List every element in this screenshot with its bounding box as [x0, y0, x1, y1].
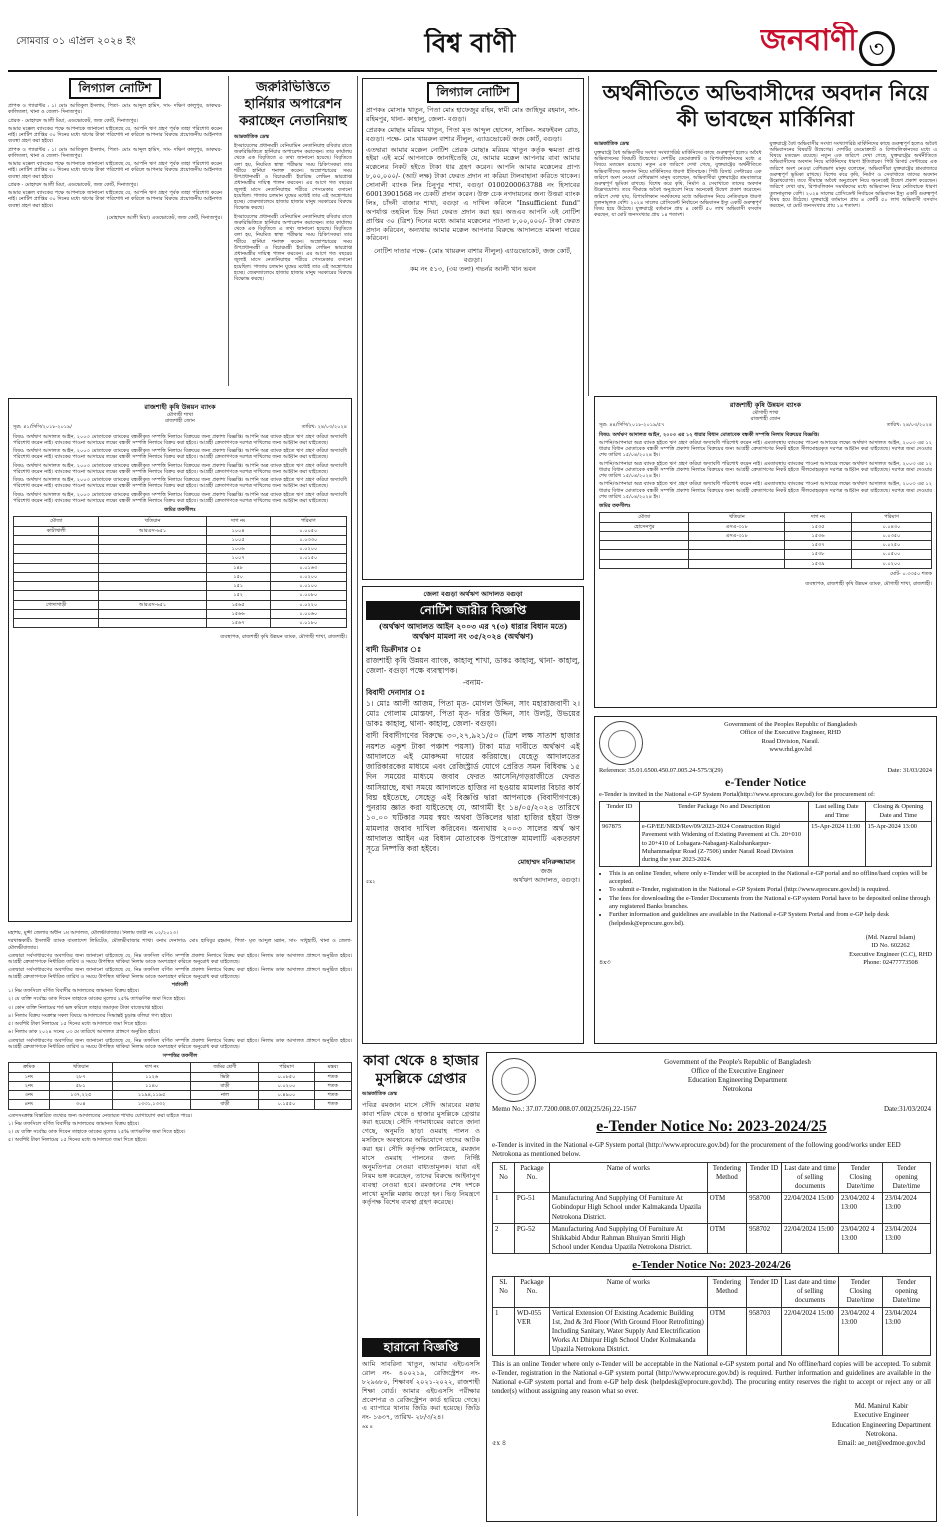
table-header: Tender Package No and Description: [639, 802, 808, 822]
table-row: ১০০৫ ০.০৩৩০: [14, 535, 347, 544]
table-row: এসএ-৩১৮ ১৫৩৬ ০.০৩৫০: [600, 531, 932, 540]
table-header: খতিয়ান: [99, 517, 206, 526]
table-row: ১৫২ ০.০০৮০: [14, 591, 347, 600]
column-divider: [588, 76, 589, 396]
table-header: Tender ID: [600, 802, 640, 822]
notice-body: বিষয়: অর্থঋণ আদালত আইন, ২০০৩ মোতাবেক ব্যাংকের বন্ধকীকৃত সম্পত্তি নিলামে বিক্রয়ের জন্য প্রকাশ্য বিজ্ঞপ্তি। আপনি অত্র ব্যাংক হইতে ঋণ গ্রহণ করিয়া অদ্যাবধি পরিশোধ করেন নাই। ব্যাংকের পাওনা আদায়ের লক্ষ্যে বন্ধকী সম্পত্তি নিলামে বিক্রয় করা হইবে। আগ্রহী ক্রেতাগণকে দরপত্র দাখিলের জন্য আহ্বান করা যাইতেছে।: [13, 491, 347, 504]
signer-court: অর্থঋণ আদালত, বগুড়া।: [512, 876, 580, 885]
table-header: Last date and time of selling documents: [782, 1277, 839, 1307]
table-header: Closing & Opening Date and Time: [865, 802, 931, 822]
property-schedule-table: [8, 1062, 352, 1109]
signer-id: ID No. 602262: [871, 942, 910, 950]
table-row: 1 PG-51 Manufacturing And Supplying Of Furniture At Gobindopur High School under Kalmakanda Upazila Netrokona District. OTM 958700 22/04/2024 15:00 23/04/202 4 13:00 23/04/2024 13:00: [493, 1193, 931, 1223]
notice-code: কম নং ৫১৩, (৩য় তলা) গভর্নর আলী খান ভবন: [410, 265, 536, 274]
condition-item: ২। যে ব্যক্তি সর্বোচ্চ ডাক দিবেন তাহাকে ডাকের মূল্যের ২৫% তাৎক্ষণিক জমা দিতে হইবে।: [8, 1129, 186, 1135]
notice-date: তারিখ: ২৪/০৩/২০২৪: [301, 424, 347, 431]
bank-zone: রাজশাহী জোন: [165, 418, 195, 425]
tender-condition: • Further information and guidelines are available in the National e-GP System Portal and from e-GP help desk (helpdesk@eprocure.gov.bd).: [609, 911, 932, 928]
notice-body: বিষয়: অর্থঋণ আদালত আইন, ২০০৩ মোতাবেক ব্যাংকের বন্ধকীকৃত সম্পত্তি নিলামে বিক্রয়ের জন্য প্রকাশ্য বিজ্ঞপ্তি। আপনি অত্র ব্যাংক হইতে ঋণ গ্রহণ করিয়া অদ্যাবধি পরিশোধ করেন নাই। ব্যাংকের পাওনা আদায়ের লক্ষ্যে বন্ধকী সম্পত্তি নিলামে বিক্রয় করা হইবে। আগ্রহী ক্রেতাগণকে দরপত্র দাখিলের জন্য আহ্বান করা যাইতেছে।: [13, 448, 347, 461]
office-name: Office of the Executive Engineer: [691, 1067, 784, 1076]
notice-sender: প্রেরকঃ মোছাঃ মরিয়ম খাতুন, পিতা মৃত আব্দুল হোসেন, সাকিন- সরফইবল রোড, বগুড়া। পক্ষে- মোঃ খায়রুল বাশার নীলুল, এ্যাডভোকেট জজ কোর্ট, বগুড়া।: [366, 125, 580, 143]
notice-date: তারিখ: ২৪/০৩/২০২৪: [886, 422, 932, 429]
table-header: Tendering Method: [707, 1277, 746, 1307]
gov-name: Government of the People's Republic of Bangladesh: [664, 1058, 811, 1066]
notice-subject: বিষয়: অর্থঋণ আদালত আইন, ২০০৩ এর ১২ ধারার বিধান মোতাবেক বন্ধকী সম্পত্তি নিলাম বিক্রয়ের বিজ্ঞপ্তি।: [599, 431, 820, 438]
table-row: ১৫১ ০.০১০০: [14, 582, 347, 591]
land-schedule-table: [599, 512, 932, 569]
condition-item: ১। নিম্ন তফসিলে বর্ণিত বিবাদীর আদালতের জামানত বিক্রয় হইবে।: [8, 988, 140, 994]
table-row: ১৫৩৯ ০.০২০০: [600, 559, 932, 568]
condition-item: ৬। নিলাম ডাক ২০২৪ সনের ০৩ মে তারিখে আদালত প্রাঙ্গণে অনুষ্ঠিত হইবে।: [8, 1029, 161, 1036]
table-row: ১৫৩৭ ০.০২৫০: [600, 541, 932, 550]
notice-ref: সূত্র: ৪১/সিসি/২০১৮-২০১৯/: [13, 424, 72, 431]
conditions-title: শর্তাবলী: [171, 981, 189, 988]
table-row: ১৫০ ০.০২০০: [14, 572, 347, 581]
etender-netrokona: [486, 1052, 937, 1522]
signer-district: Netrokona.: [865, 1429, 898, 1438]
tender-footer: This is an online Tender where only e-Tender will be acceptable in the National e-GP system portal and No offline/hard copies will be accepted. To submit e-Tender, registration in the National e-GP system portal (http://www.eprocure.gov.bd) is required. Further information and guidelines are available in the National e-GP system portal and from e-GP help desk (helpdesk@eprocure.gov.bd). The procuring entity reserves the right to accept or reject any or all tender(s) without assigning any reason what so ever.: [492, 1359, 931, 1396]
ad-size: ৫x২: [366, 878, 376, 885]
table-header: দাগ নং: [112, 1063, 191, 1072]
table-header: খতিয়ান: [689, 513, 785, 522]
signer-title: Executive Engineer (C.C), RHD: [849, 950, 932, 958]
newspaper-logo: [760, 22, 935, 66]
table-header: Last date and time of selling documents: [782, 1163, 839, 1193]
auction-intro: মহাশয়, মুন্সী জেলার অধীন ১ম আদালত, মৌলভীবাজার। নিলাম জারী নং ০২/২০২৩।: [8, 930, 178, 936]
table-header: SL No: [493, 1277, 515, 1307]
signer-name: (Md. Nazrul Islam): [865, 933, 916, 941]
article-kaba: [362, 1052, 480, 1332]
ad-size: ৫x ৪: [492, 1438, 507, 1447]
signer-title: Executive Engineer: [853, 1411, 909, 1420]
signer-name: মোহাম্মদ মনিরুজ্জামান: [517, 858, 576, 867]
memo-number: Memo No.: 37.07.7200.008.07.002(25/26).22-1567: [492, 1105, 637, 1113]
condition-item: ৫। অবশিষ্ট টাকা নিলামের ১৫ দিনের মধ্যে আদালতে জমা দিতে হইবে।: [8, 1137, 147, 1144]
notice-ref: সূত্র: ৪৪/সিসি/২০১৮-২০১৯/৫৭: [599, 422, 665, 429]
notice-subtitle: (অর্থঋণ আদালত আইন ২০০৩ এর ৭(৩) ধারার বিধান মতে): [378, 621, 568, 631]
table-header: Tender opening Date/time: [882, 1163, 930, 1193]
table-header: পরিমাণ: [259, 1063, 314, 1072]
gov-name: Government of the Peoples Republic of Bangladesh: [724, 721, 857, 728]
table-row: ২নং ৫৮১ ১১৪০ বাড়ী ০.০২০০ শতক: [9, 1081, 352, 1090]
table-header: Package No.: [514, 1277, 549, 1307]
notice-body: বিষয়: অর্থঋণ আদালত আইন, ২০০৩ মোতাবেক ব্যাংকের বন্ধকীকৃত সম্পত্তি নিলামে বিক্রয়ের জন্য প্রকাশ্য বিজ্ঞপ্তি। আপনি অত্র ব্যাংক হইতে ঋণ গ্রহণ করিয়া অদ্যাবধি পরিশোধ করেন নাই। ব্যাংকের পাওনা আদায়ের লক্ষ্যে বন্ধকী সম্পত্তি নিলামে বিক্রয় করা হইবে। আগ্রহী ক্রেতাগণকে দরপত্র দাখিলের জন্য আহ্বান করা যাইতেছে।: [13, 462, 347, 475]
notice-body: আমি সাবরিনা খাতুন, আমার এইচএসসি রোল নং- ৪০০২১৯, রেজিস্ট্রেশন নং- ৮২৯৬৮০, শিক্ষাবর্ষ ২০২১-২০২২, রাজশাহী শিক্ষা বোর্ড। আমার এইচএসসি পরীক্ষার প্রবেশপত্র ও রেজিস্ট্রেশন কার্ড হারিয়ে গেছে। এ ব্যাপারে থানায় জিডি করা হয়েছে। জিডি নং- ১৬৩৭, তারিখ- ২৮/৩/২৪।: [362, 1360, 480, 1422]
etender-narail: [594, 716, 937, 1044]
table-row: ১৫৬৬ ০.০০৬০: [14, 609, 347, 618]
auction-parties: দরখাস্তকারী: ইসলামী ব্যাংক বাংলাদেশ লিমিটেড, মৌলভীবাজার শাখা। বনাম দেনাদার: মোঃ হাবিবুর রহমান, পিতা- মৃত আব্দুল মন্নান, সাং- সাধুহাটি, থানা ও জেলা- মৌলভীবাজার।: [8, 938, 352, 951]
dept-name: Education Engineering Department: [687, 1076, 788, 1085]
schedule-title: জমির তফসীলঃ: [164, 507, 196, 514]
bank-notice-right: [594, 396, 937, 708]
auction-body: এতদ্বারা সর্বসাধারণের অবগতির জন্য জানানো যাইতেছে যে, নিম্ন তফসিল বর্ণিত সম্পত্তি প্রকাশ্য নিলামে বিক্রয় করা হইবে। নিলাম ডাক আদালত প্রাঙ্গণে অনুষ্ঠিত হইবে। আগ্রহী ক্রেতাগণকে নির্ধারিত তারিখ ও সময়ে উপস্থিত থাকিয়া নিলাম ডাকে অংশগ্রহণ করিতে অনুরোধ করা যাইতেছে।: [8, 952, 352, 965]
notice-body: আপনি/আপনারা অত্র ব্যাংক হইতে ঋণ গ্রহণ করিয়া অদ্যাবধি পরিশোধ করেন নাই। এমতাবস্থায় ব্যাংকের পাওনা আদায়ের লক্ষ্যে অর্থঋণ আদালত আইন, ২০০৩ এর ১২ ধারার বিধান মোতাবেক বন্ধকী সম্পত্তি প্রকাশ্য নিলামে বিক্রয়ের জন্য আগ্রহী ক্রেতাগণের নিকট হইতে সীলমোহরকৃত দরপত্র আহ্বান করা যাইতেছে। দরপত্র জমা দেওয়ার শেষ তারিখ ১৫/০৪/২০২৪ ইং।: [599, 439, 932, 459]
article-headline: অর্থনীতিতে অভিবাসীদের অবদান নিয়ে কী ভাবছেন মার্কিনিরা: [602, 80, 929, 132]
tender-condition: • This is an online Tender, where only e-Tender will be accepted in the National e-GP portal and no offline/hard copies will be accepted.: [609, 870, 932, 887]
table-row: ১৫৩৮ ০.০৫০০: [600, 550, 932, 559]
tender-table-2: [492, 1276, 931, 1356]
tender-condition: • The fees for downloading the e-Tender Documents from the National e-GP system Portal have to be deposited online through any registered Banks branches.: [609, 895, 932, 912]
signer-email: Email: ae_net@eedmoe.gov.bd: [837, 1438, 926, 1447]
court-name: জেলা বগুড়া অর্থঋণ আদালত বগুড়া: [423, 590, 523, 598]
article-body: যুক্তরাষ্ট্রে বৈধ অভিবাসীর সংখ্যা সংখ্যাগরিষ্ঠ মার্কিনিদের কাছে গুরুত্বপূর্ণ হলেও অবৈধ অভিবাসনের বিষয়টি উদ্বেগের। দেশটির ডেমোক্র্যাট ও রিপাবলিকানদের মধ্যে এ বিষয়ে মতভেদ রয়েছে। নতুন এক জরিপে দেখা গেছে, যুক্তরাষ্ট্রের অর্থনীতিতে অভিবাসীদের অবদান নিয়ে মার্কিনিদের ধারণা ইতিবাচক। পিউ রিসার্চ সেন্টারের এক জরিপে অংশ নেওয়া বেশিরভাগ মানুষ বলেছেন, অভিবাসীরা যুক্তরাষ্ট্রের শ্রমবাজারে গুরুত্বপূর্ণ ভূমিকা রাখছে। বিশেষ করে কৃষি, নির্মাণ ও সেবাখাতে তাদের অবদান উল্লেখযোগ্য। তবে সীমান্তে অবৈধ অনুপ্রবেশ নিয়ে অনেকেই উদ্বেগ প্রকাশ করেছেন। জরিপে দেখা যায়, রিপাবলিকান সমর্থকদের মধ্যে অভিবাসন নিয়ে নেতিবাচক ধারণা তুলনামূলক বেশি। ২০২৪ সালের প্রেসিডেন্ট নির্বাচনে অভিবাসন ইস্যু একটি গুরুত্বপূর্ণ বিষয় হয়ে উঠেছে। যুক্তরাষ্ট্রে বর্তমানে প্রায় ৪ কোটি ৫০ লাখ অভিবাসী বসবাস করছেন, যা মোট জনসংখ্যার প্রায় ১৪ শতাংশ।: [769, 140, 937, 209]
tender-intro: e-Tender is invited in the National e-GP System portal (http://www.eprocure.gov.bd) for the procurement of the following good/works under EED Netrokona as mentioned below.: [492, 1140, 901, 1158]
notice-signature: (মোহাম্মদ আলী মিয়া) এডভোকেট, জজ কোর্ট, দিনাজপুর।: [106, 214, 222, 221]
signer-name: Md. Manirul Kabir: [854, 1402, 909, 1411]
defendant: ১। মোঃ আলী আজম, পিতা মৃত- মোগল উদ্দিন, সাং মহারাজবাণী ২। মোঃ গোলাম মোস্তফা, পিতা মৃত- দরির উদ্দিন, সাং উলট্ট, উভয়ের ডাকঃ কাহালু, থানা- কাহালু, জেলা- বগুড়া।: [366, 698, 580, 729]
notice-body: বিষয়: অর্থঋণ আদালত আইন, ২০০৩ মোতাবেক ব্যাংকের বন্ধকীকৃত সম্পত্তি নিলামে বিক্রয়ের জন্য প্রকাশ্য বিজ্ঞপ্তি। আপনি অত্র ব্যাংক হইতে ঋণ গ্রহণ করিয়া অদ্যাবধি পরিশোধ করেন নাই। ব্যাংকের পাওনা আদায়ের লক্ষ্যে বন্ধকী সম্পত্তি নিলামে বিক্রয় করা হইবে। আগ্রহী ক্রেতাগণকে দরপত্র দাখিলের জন্য আহ্বান করা যাইতেছে।: [13, 477, 347, 490]
table-header: পরিমাণ: [270, 517, 346, 526]
table-header: Tender opening Date/time: [882, 1277, 930, 1307]
column-divider: [228, 76, 229, 386]
auction-body: এতদ্বারা সর্বসাধারণের অবগতির জন্য জানানো যাইতেছে যে, নিম্ন তফসিল বর্ণিত সম্পত্তি প্রকাশ্য নিলামে বিক্রয় করা হইবে। নিলাম ডাক আদালত প্রাঙ্গণে অনুষ্ঠিত হইবে। আগ্রহী ক্রেতাগণকে নির্ধারিত তারিখ ও সময়ে উপস্থিত থাকিয়া নিলাম ডাকে অংশগ্রহণ করিতে অনুরোধ করা যাইতেছে।: [8, 1037, 352, 1050]
masthead: [0, 0, 945, 70]
notice-signature: ব্যবস্থাপক, রাজশাহী কৃষি উন্নয়ন ব্যাংক, মৌগাছী শাখা, রাজশাহী।: [805, 581, 932, 588]
table-row: 2 PG-52 Manufacturing And Supplying Of Furniture At Shikkabid Abdur Rahman Bhuiyan Smriti High School under Kendua Upazila Netrokona District. OTM 958702 22/04/2024 15:00 23/04/202 4 13:00 23/04/2024 13:00: [493, 1223, 931, 1253]
ad-size: ৬x ৪: [362, 1424, 373, 1431]
table-header: পরিমাণ: [851, 513, 931, 522]
versus: -বনাম-: [462, 678, 484, 688]
notice-paragraph: আমার মক্কেল ব্যাংকের পক্ষে আপনাকে জানানো যাইতেছে যে, আপনি ঋণ গ্রহণ পূর্বক তাহা পরিশোধ করেন নাই। নোটিশ প্রাপ্তির ৩০ দিনের মধ্যে ঋণের টাকা পরিশোধ না করিলে আপনার বিরুদ্ধে প্রয়োজনীয় আইনগত ব্যবস্থা গ্রহণ করা হইবে।: [8, 125, 222, 145]
signer-title: জজ: [540, 867, 553, 876]
table-header: ক্রমিক: [9, 1063, 50, 1072]
article-body: যুক্তরাষ্ট্রে বৈধ অভিবাসীর সংখ্যা সংখ্যাগরিষ্ঠ মার্কিনিদের কাছে গুরুত্বপূর্ণ হলেও অবৈধ অভিবাসনের বিষয়টি উদ্বেগের। দেশটির ডেমোক্র্যাট ও রিপাবলিকানদের মধ্যে এ বিষয়ে মতভেদ রয়েছে। নতুন এক জরিপে দেখা গেছে, যুক্তরাষ্ট্রের অর্থনীতিতে অভিবাসীদের অবদান নিয়ে মার্কিনিদের ধারণা ইতিবাচক। পিউ রিসার্চ সেন্টারের এক জরিপে অংশ নেওয়া বেশিরভাগ মানুষ বলেছেন, অভিবাসীরা যুক্তরাষ্ট্রের শ্রমবাজারে গুরুত্বপূর্ণ ভূমিকা রাখছে। বিশেষ করে কৃষি, নির্মাণ ও সেবাখাতে তাদের অবদান উল্লেখযোগ্য। তবে সীমান্তে অবৈধ অনুপ্রবেশ নিয়ে অনেকেই উদ্বেগ প্রকাশ করেছেন। জরিপে দেখা যায়, রিপাবলিকান সমর্থকদের মধ্যে অভিবাসন নিয়ে নেতিবাচক ধারণা তুলনামূলক বেশি। ২০২৪ সালের প্রেসিডেন্ট নির্বাচনে অভিবাসন ইস্যু একটি গুরুত্বপূর্ণ বিষয় হয়ে উঠেছে। যুক্তরাষ্ট্রে বর্তমানে প্রায় ৪ কোটি ৫০ লাখ অভিবাসী বসবাস করছেন, যা মোট জনসংখ্যার প্রায় ১৪ শতাংশ।: [594, 149, 762, 219]
table-header: SL No: [493, 1163, 515, 1193]
table-header: খতিয়ান: [49, 1063, 112, 1072]
table-header: Tender Closing Date/time: [839, 1163, 883, 1193]
table-row: ৩নং ১৩৭,২২৫ ১১৯৪,১১৯৫ নাল ০.৪৯০০ শতক: [9, 1091, 352, 1100]
table-header: Tender ID: [747, 1163, 782, 1193]
signer-phone: Phone: 02477773508: [863, 958, 918, 966]
land-schedule-table: [13, 516, 347, 628]
logo-text: জনবাণী: [760, 23, 857, 58]
tender-table: [492, 1162, 931, 1254]
legal-notice-left: [8, 78, 222, 390]
article-body: ইসরায়েলের প্রধানমন্ত্রী বেনিয়ামিন নেতানিয়াহু রবিবার রাতে জরুরিভিত্তিতে হার্নিয়ার অপারেশন করাচ্ছেন। তার কার্যালয় থেকে এক বিবৃতিতে এ তথ্য জানানো হয়েছে। বিবৃতিতে বলা হয়, নিয়মিত স্বাস্থ্য পরীক্ষার সময় চিকিৎসকরা তার শরীরে হার্নিয়া শনাক্ত করেন। অস্ত্রোপচারের সময় উপপ্রধানমন্ত্রী ও বিচারমন্ত্রী ইয়ারিভ লেভিন ভারপ্রাপ্ত প্রধানমন্ত্রীর দায়িত্ব পালন করবেন। এর আগে গত বছরের জুলাই মাসে নেতানিয়াহুর শরীরে পেসমেকার বসানো হয়েছিল। গাজায় চলমান যুদ্ধের মধ্যেই তার এই অস্ত্রোপচার হচ্ছে। জেরুজালেমে হাজার হাজার মানুষ সরকারের বিরুদ্ধে বিক্ষোভ করছে।: [234, 142, 352, 212]
notice-title: নোটিশ জারীর বিজ্ঞপ্তি: [366, 601, 580, 620]
district-name: Netrokona: [722, 1085, 753, 1094]
table-row: 1 WD-055 VER Vertical Extension Of Existing Academic Building 1st, 2nd & 3rd Floor (With Ground Floor Retrofitting) Including Sanitary, Water Supply And Electrification Works At Dhitpur High School Under Kolmakanda Upazila Netrokona District. OTM 958703 22/04/2024 15:00 23/04/202 4 13:00 23/04/2024 13:00: [493, 1307, 931, 1355]
auction-notice-left: [8, 930, 352, 1522]
schedule-total: মোট- ০.৩৩৫০ শতক: [890, 570, 932, 577]
article-byline: আন্তর্জাতিক ডেস্ক: [594, 140, 629, 147]
bank-branch: মৌগাছী শাখা: [166, 411, 194, 418]
reference: Reference: 35.01.6500.450.07.005.24-575/3(29): [599, 767, 723, 774]
notice-title: হারানো বিজ্ঞপ্তি: [362, 1338, 480, 1357]
table-row: ১৪৮ ০.০১৬৩: [14, 563, 347, 572]
article-byline: আন্তর্জাতিক ডেস্ক: [234, 133, 269, 140]
condition-item: ১। নিম্ন তফসিলে বর্ণিত বিবাদীর আদালতের জামানত বিক্রয় হইবে।: [8, 1120, 140, 1127]
table-row: ১৫৬৭ ০.০১৮০: [14, 619, 347, 628]
bank-branch: মৌগাছী শাখা: [752, 409, 779, 416]
section-title: বিশ্ব বাণী: [424, 29, 516, 59]
table-header: Tender ID: [747, 1277, 782, 1307]
notice-title: লিগ্যাল নোটিশ: [427, 82, 520, 103]
notice-recipient: প্রাপকঃ মোসাঃ খাতুন, পিতা মোঃ হাফেজুর রহিম, স্বামী মোঃ জাহিদুর রহমান, সাং- রহিমপুর, থানা- কাহালু, জেলা- বগুড়া।: [366, 106, 580, 123]
case-number: অর্থঋণ মামলা নং ৩৫/২০২৪ (অর্থঋণ): [412, 632, 534, 642]
table-header: মন্তব্য: [314, 1063, 351, 1072]
defendant-label: বিবাদী দেনাদার ঃ: [366, 688, 426, 698]
notice-paragraph: প্রাপক ও গ্যারান্টর : ১। মোঃ আতিকুল ইসলাম, পিতা- মোঃ আব্দুল হামিদ, সাং- দক্ষিণ কালুপুর, ডাকঘর- কালিতলা, থানা ও জেলা- দিনাজপুর।: [8, 103, 222, 116]
plaintiff-label: বাদী ডিক্রীদার ঃ: [366, 645, 422, 655]
government-seal-icon: [492, 1058, 536, 1102]
notice-date: Date: 31/03/2024: [887, 767, 932, 774]
division-name: Road Division, Narail.: [761, 737, 820, 745]
notice-paragraph: প্রেরক - মোহাম্মদ আলী মিয়া, এডভোকেট, জজ কোর্ট, দিনাজপুর।: [8, 117, 138, 124]
table-row: ১০০৬ ০.০২০০: [14, 545, 347, 554]
bank-name: রাজশাহী কৃষি উন্নয়ন ব্যাংক: [729, 401, 802, 409]
article-headline: কাবা থেকে ৪ হাজার মুসল্লিকে গ্রেপ্তার: [363, 1053, 479, 1088]
court-notice-artharin: [362, 586, 584, 1044]
notice-title: লিগ্যাল নোটিশ: [69, 78, 162, 99]
plaintiff: রাজশাহী কৃষি উন্নয়ন ব্যাংক, কাহালু শাখা, ডাকঃ কাহালু, থানা- কাহালু, জেলা- বগুড়া পক্ষে ব্যবস্থাপক।: [366, 655, 580, 675]
lost-notice: [362, 1338, 480, 1520]
tender-table: [599, 801, 932, 866]
article-body: পবিত্র রমজান মাসে সৌদি আরবের মক্কায় কাবা শরিফ থেকে ৪ হাজার মুসল্লিকে গ্রেপ্তার করা হয়েছে। সৌদি গণমাধ্যমের বরাতে জানা গেছে, অনুমতি ছাড়া ওমরাহ পালন ও মসজিদে অবস্থানের অভিযোগে তাদের আটক করা হয়। সৌদি কর্তৃপক্ষ জানিয়েছে, রমজান মাসে ওমরাহ পালনের জন্য নির্দিষ্ট অনুমতিপত্র নেওয়া বাধ্যতামূলক। যারা এই নিয়ম ভঙ্গ করেছেন, তাদের বিরুদ্ধে আইনানুগ ব্যবস্থা নেওয়া হবে। রমজানের শেষ দশকে লাখো মুসল্লি মক্কায় জড়ো হন। ভিড় নিয়ন্ত্রণে কর্তৃপক্ষ বিশেষ ব্যবস্থা গ্রহণ করেছে।: [362, 1100, 480, 1207]
signer-dept: Education Engineering Department: [831, 1420, 931, 1429]
notice-signature: ব্যবস্থাপক, রাজশাহী কৃষি উন্নয়ন ব্যাংক, মৌগাছী শাখা, রাজশাহী।: [220, 634, 347, 641]
auction-footer: এতদসংক্রান্ত বিস্তারিত তথ্যের জন্য আদালতের নেজারত শাখায় যোগাযোগ করা যাইতে পারে।: [8, 1112, 193, 1119]
notice-body: বাদী বিবাদীগণের বিরুদ্ধে ৩০,২৭,৯২১/৫০ (ত্রিশ লক্ষ সাতাশ হাজার নয়শত একুশ টাকা পঞ্চাশ পয়সা) টাকা মাত্র দাবীতে অর্থঋণ এই আদালতে এই মোকদ্দমা দায়ের করিয়াছে। যেহেতু আদালতের জারিকারকের মাধ্যমে এবং রেজিস্ট্রার্ড যোগে প্রেরিত সমন বিধিবদ্ধ ১৫ দিন সময়ের মাধ্যমে জবাব ফেরত আসেনি/গড়রাজীতে ফেরত আসিয়াছে, যথা সময়ে আদালতে হাজির না হওয়ায় মামলার বিচার কার্য বিঘ্ন হইতেছে, সেহেতু এই বিজ্ঞপ্তি দ্বারা আপনাকে (বিবাদীগণকে) পুনরায় জ্ঞাত করা যাইতেছে যে, আগামী ইং ১৪/০৫/২০২৪ তারিখে ১০.০০ ঘটিকার সময় স্বয়ং অথবা উকিলের দ্বারা হাজির হইয়া উক্ত মামলার জবাব দাখিল করিবেন। অন্যথায় ২০০৩ সালের অর্থ ঋণ আদালত আইন এর বিধান মোতাবেক উপরোক্ত মামলাটি একতরফা সূত্রে নিষ্পত্তি করা হইবে।: [366, 731, 580, 854]
table-header: Package No.: [514, 1163, 549, 1193]
website: www.rhd.gov.bd: [769, 745, 812, 753]
table-header: Tendering Method: [707, 1163, 746, 1193]
article-byline: আন্তর্জাতিক ডেস্ক: [362, 1091, 397, 1098]
bank-notice-left: [8, 398, 352, 922]
table-row: 967875 e-GP/EE/NRD/Rev/09/2023-2024 Construction Rigid Pavement with Widening of Existing Pavement at Ch. 20+010 to 20+410 of Lohagara-Nabaganj-Kalishankarpur-Muhammadpur Road (Z-7506) under Narail Road Division during the year 2023-2024. 15-Apr-2024 11:00 15-Apr-2024 13:00: [600, 821, 932, 866]
table-header: মৌজা: [14, 517, 99, 526]
tender-intro: e-Tender is invited in the National e-GP System Portal(http://www.eprocure.gov.bd) for the procurement of:: [599, 790, 875, 798]
table-header: দাগ নং: [206, 517, 270, 526]
notice-body: আপনি/আপনারা অত্র ব্যাংক হইতে ঋণ গ্রহণ করিয়া অদ্যাবধি পরিশোধ করেন নাই। এমতাবস্থায় ব্যাংকের পাওনা আদায়ের লক্ষ্যে অর্থঋণ আদালত আইন, ২০০৩ এর ১২ ধারার বিধান মোতাবেক বন্ধকী সম্পত্তি প্রকাশ্য নিলামে বিক্রয়ের জন্য আগ্রহী ক্রেতাগণের নিকট হইতে সীলমোহরকৃত দরপত্র আহ্বান করা যাইতেছে। দরপত্র জমা দেওয়ার শেষ তারিখ ১৫/০৪/২০২৪ ইং।: [599, 481, 932, 500]
table-header: Last selling Date and Time: [809, 802, 865, 822]
auction-body: এতদ্বারা সর্বসাধারণের অবগতির জন্য জানানো যাইতেছে যে, নিম্ন তফসিল বর্ণিত সম্পত্তি প্রকাশ্য নিলামে বিক্রয় করা হইবে। নিলাম ডাক আদালত প্রাঙ্গণে অনুষ্ঠিত হইবে। আগ্রহী ক্রেতাগণকে নির্ধারিত তারিখ ও সময়ে উপস্থিত থাকিয়া নিলাম ডাকে অংশগ্রহণ করিতে অনুরোধ করা যাইতেছে।: [8, 967, 352, 980]
schedule-title: জমির তফসীলঃ: [599, 503, 631, 510]
notice-paragraph: প্রেরক - মোহাম্মদ আলী মিয়া, এডভোকেট, জজ কোর্ট, দিনাজপুর।: [8, 181, 138, 188]
table-row: ১০০৭ ০.০১৫০: [14, 554, 347, 563]
masthead-rule: [8, 70, 937, 72]
notice-body: এতদ্বারা আমার মক্কেল নোটিশ প্রেরক মোছাঃ মরিয়ম খাতুন কর্তৃক ক্ষমতা প্রাপ্ত হইয়া এই মর্মে আপনাকে জানাইতেছি যে, আমার মক্কেল আপনার বাবা আমার মক্কেলের নিকট হইতে টাকা ধার গ্রহণ করেন। আপনি আমার মক্কেলের প্রাপ্য ৮,০০,০০০/- (আট লক্ষ) টাকা ফেরত প্রদান না করিয়া টালবাহানা করিতে থাকেন। সোনালী ব্যাংক লিঃ চিনুপুর শাখা, বগুড়া 0100200063788 নং হিসাবের 60013901568 নং চেকটি প্রদান করেন। উক্ত চেক নগদায়নের জন্য উত্তরা ব্যাংক লিঃ, চাঁদনী বাজার শাখা, বগুড়া এ দাখিল করিলে "Insufficient fund" অপর্যাপ্ত তহবিল চিহ্ন দিয়া ফেরত প্রদান করা হয়। অতএব আপনি এই নোটিশ প্রাপ্তির ৩০ (ত্রিশ) দিনের মধ্যে আমার মক্কেলের পাওনা ৮,০০,০০০/- টাকা ফেরত প্রদান করিবেন, অন্যথায় আমার মক্কেল আপনার বিরুদ্ধে আদালতে মামলা দায়ের করিবেন।: [366, 145, 580, 243]
tender-title-2: e-Tender Notice No: 2023-2024/26: [632, 1258, 791, 1271]
condition-item: ৪। নিলাম বিক্রয় সংক্রান্ত সকল বিষয়ে আদালতের সিদ্ধান্তই চূড়ান্ত বলিয়া গণ্য হইবে।: [8, 1012, 173, 1019]
schedule-title: সম্পত্তির তফসীল: [162, 1053, 198, 1059]
bank-name: রাজশাহী কৃষি উন্নয়ন ব্যাংক: [144, 403, 216, 411]
ad-size: ৪x৩: [599, 958, 611, 966]
notice-date: Date:31/03/2024: [883, 1105, 931, 1113]
column-divider: [357, 76, 358, 1516]
office-name: Office of the Executive Engineer, RHD: [740, 729, 841, 737]
notice-body: বিষয়: অর্থঋণ আদালত আইন, ২০০৩ মোতাবেক ব্যাংকের বন্ধকীকৃত সম্পত্তি নিলামে বিক্রয়ের জন্য প্রকাশ্য বিজ্ঞপ্তি। আপনি অত্র ব্যাংক হইতে ঋণ গ্রহণ করিয়া অদ্যাবধি পরিশোধ করেন নাই। ব্যাংকের পাওনা আদায়ের লক্ষ্যে বন্ধকী সম্পত্তি নিলামে বিক্রয় করা হইবে। আগ্রহী ক্রেতাগণকে দরপত্র দাখিলের জন্য আহ্বান করা যাইতেছে।: [13, 433, 347, 446]
article-body: ইসরায়েলের প্রধানমন্ত্রী বেনিয়ামিন নেতানিয়াহু রবিবার রাতে জরুরিভিত্তিতে হার্নিয়ার অপারেশন করাচ্ছেন। তার কার্যালয় থেকে এক বিবৃতিতে এ তথ্য জানানো হয়েছে। বিবৃতিতে বলা হয়, নিয়মিত স্বাস্থ্য পরীক্ষার সময় চিকিৎসকরা তার শরীরে হার্নিয়া শনাক্ত করেন। অস্ত্রোপচারের সময় উপপ্রধানমন্ত্রী ও বিচারমন্ত্রী ইয়ারিভ লেভিন ভারপ্রাপ্ত প্রধানমন্ত্রীর দায়িত্ব পালন করবেন। এর আগে গত বছরের জুলাই মাসে নেতানিয়াহুর শরীরে পেসমেকার বসানো হয়েছিল। গাজায় চলমান যুদ্ধের মধ্যেই তার এই অস্ত্রোপচার হচ্ছে। জেরুজালেমে হাজার হাজার মানুষ সরকারের বিরুদ্ধে বিক্ষোভ করছে।: [234, 213, 352, 283]
condition-item: ২। যে ব্যক্তি সর্বোচ্চ ডাক দিবেন তাহাকে ডাকের মূল্যের ২৫% তাৎক্ষণিক জমা দিতে হইবে।: [8, 996, 186, 1003]
table-header: মৌজা: [600, 513, 689, 522]
table-row: ১নং ২৮৭ ১১২৬ ভিটা ০.০৮৫০ শতক: [9, 1072, 352, 1081]
condition-item: ৫। অবশিষ্ট টাকা নিলামের ১৫ দিনের মধ্যে আদালতে জমা দিতে হইবে।: [8, 1021, 147, 1027]
condition-item: ৩। কোন ব্যক্তি নিলামের শর্ত ভঙ্গ করিলে তাহার জমাকৃত টাকা বাজেয়াপ্ত হইবে।: [8, 1004, 164, 1011]
notice-body: আপনি/আপনারা অত্র ব্যাংক হইতে ঋণ গ্রহণ করিয়া অদ্যাবধি পরিশোধ করেন নাই। এমতাবস্থায় ব্যাংকের পাওনা আদায়ের লক্ষ্যে অর্থঋণ আদালত আইন, ২০০৩ এর ১২ ধারার বিধান মোতাবেক বন্ধকী সম্পত্তি প্রকাশ্য নিলামে বিক্রয়ের জন্য আগ্রহী ক্রেতাগণের নিকট হইতে সীলমোহরকৃত দরপত্র আহ্বান করা যাইতেছে। দরপত্র জমা দেওয়ার শেষ তারিখ ১৫/০৪/২০২৪ ইং।: [599, 460, 932, 480]
notice-paragraph: আমার মক্কেল ব্যাংকের পক্ষে আপনাকে জানানো যাইতেছে যে, আপনি ঋণ গ্রহণ পূর্বক তাহা পরিশোধ করেন নাই। নোটিশ প্রাপ্তির ৩০ দিনের মধ্যে ঋণের টাকা পরিশোধ না করিলে আপনার বিরুদ্ধে প্রয়োজনীয় আইনগত ব্যবস্থা গ্রহণ করা হইবে।: [8, 161, 222, 180]
bank-zone: রাজশাহী জোন: [750, 416, 781, 423]
notice-paragraph: আমার মক্কেল ব্যাংকের পক্ষে আপনাকে জানানো যাইতেছে যে, আপনি ঋণ গ্রহণ পূর্বক তাহা পরিশোধ করেন নাই। নোটিশ প্রাপ্তির ৩০ দিনের মধ্যে ঋণের টাকা পরিশোধ না করিলে আপনার বিরুদ্ধে প্রয়োজনীয় আইনগত ব্যবস্থা গ্রহণ করা হইবে।: [8, 190, 222, 209]
government-seal-icon: [599, 721, 643, 765]
article-netanyahu: [234, 80, 352, 390]
table-row: ৪নং ৩০৪ ১৩৩১,১৩৩২ বাড়ী ০.১৫৫০ শতক: [9, 1100, 352, 1109]
article-headline: জরুরিভিত্তিতে হার্নিয়ার অপারেশন করাচ্ছেন নেতানিয়াহু: [239, 80, 347, 129]
tender-title: e-Tender Notice: [725, 775, 806, 790]
notice-paragraph: প্রাপক ও গ্যারান্টর : ১। মোঃ আতিকুল ইসলাম, পিতা- মোঃ আব্দুল হামিদ, সাং- দক্ষিণ কালুপুর, ডাকঘর- কালিতলা, থানা ও জেলা- দিনাজপুর।: [8, 146, 222, 159]
tender-title: e-Tender Notice No: 2023-2024/25: [596, 1118, 827, 1136]
issue-date: সোমবার ০১ এপ্রিল ২০২৪ ইং: [16, 36, 136, 47]
article-diaspora: [594, 80, 937, 392]
table-row: হোসেনপুর এসএ-৩১৮ ১৫৩৫ ০.০৪৩০: [600, 522, 932, 531]
tender-condition: • To submit e-Tender, registration in the National e-GP System Portal (http://www.eprocure.gov.bd) is required.: [609, 886, 932, 894]
table-header: জমির শ্রেণী: [191, 1063, 259, 1072]
table-row: গোদাগাড়ী আরএস-৬৫১ ১৫৬৫ ০.০২২০: [14, 600, 347, 609]
table-header: Tender Closing Date/time: [839, 1277, 883, 1307]
table-header: Name of works: [549, 1163, 707, 1193]
page-number: ৩: [859, 31, 895, 67]
notice-signature: নোটিশ দাতার পক্ষে- (মোঃ খায়রুল বাশার নীলুল) এ্যাডভোকেট, জজ কোর্ট, বগুড়া।: [374, 247, 572, 265]
legal-notice-center: [362, 78, 584, 580]
table-header: Name of works: [549, 1277, 707, 1307]
table-row: কাটাখালী আরএস-৬৫১ ১০০৪ ০.০০৫০: [14, 526, 347, 535]
table-header: দাগ নং: [785, 513, 852, 522]
